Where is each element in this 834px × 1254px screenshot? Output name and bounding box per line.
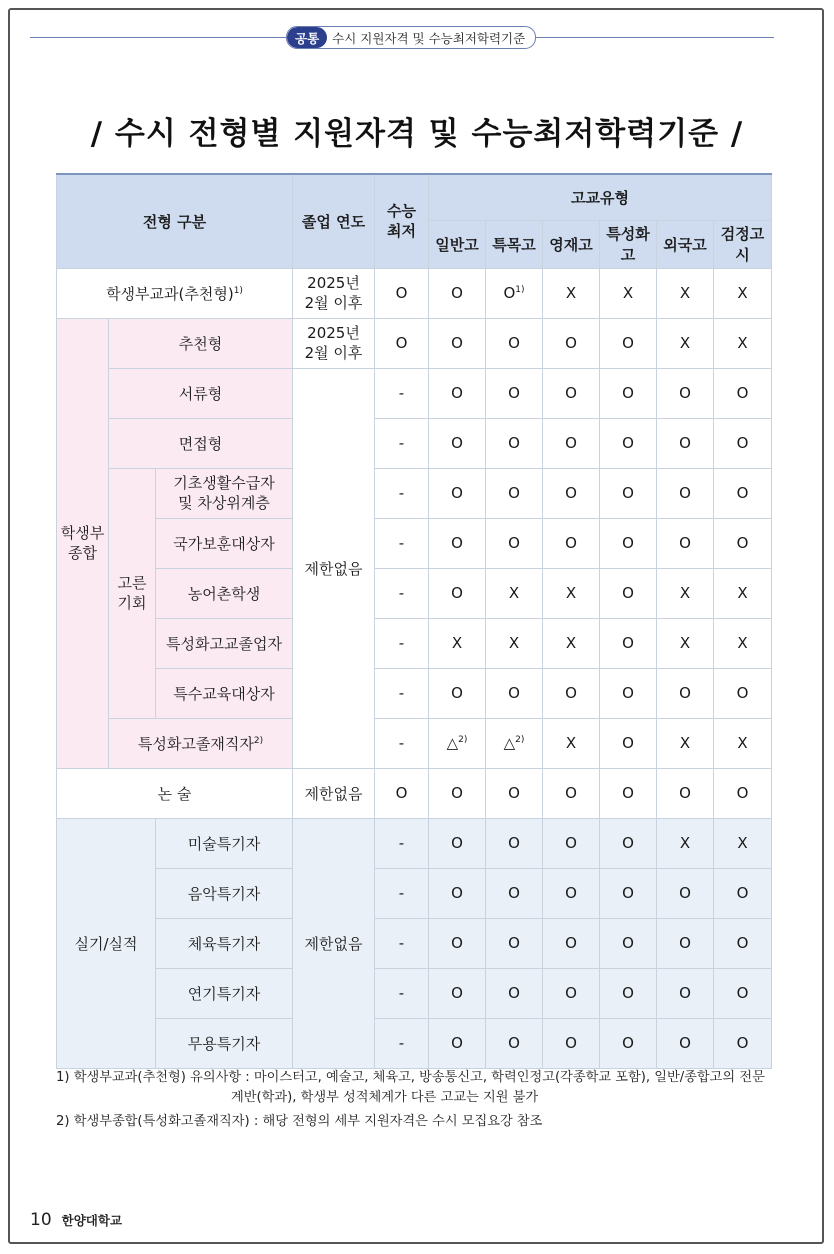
grad-year: 제한없음: [293, 368, 375, 768]
cell-value: O: [429, 268, 486, 318]
table-row: [57, 768, 772, 818]
cell-value: O: [600, 518, 657, 568]
eligibility-table: [56, 173, 772, 1069]
csat-value: -: [375, 668, 429, 718]
table-row: [57, 818, 772, 868]
csat-value: -: [375, 718, 429, 768]
cell-value: O: [486, 318, 543, 368]
row-label: 면접형: [109, 418, 293, 468]
cell-value: O: [429, 668, 486, 718]
cell-value: O: [486, 768, 543, 818]
cell-value: O: [600, 918, 657, 968]
cell-value: O: [543, 1018, 600, 1068]
cell-value: O: [600, 668, 657, 718]
csat-value: -: [375, 818, 429, 868]
cell-value: X: [657, 718, 714, 768]
header-school: 영재고: [543, 220, 600, 268]
cell-value: $O^{1)}$: [486, 268, 543, 318]
section-title: 수시 지원자격 및 수능최저학력기준: [332, 31, 526, 46]
cell-value: O: [486, 818, 543, 868]
cell-value: O: [429, 768, 486, 818]
header-csat: 수능 최저: [375, 174, 429, 268]
cell-value: X: [486, 568, 543, 618]
header-school-type: 고교유형: [429, 174, 772, 220]
footnote-1: 1) 학생부교과(추천형) 유의사항 : 마이스터고, 예술고, 체육고, 방송통신고, 학력인정고(각종학교 포함), 일반/종합고의 전문: [56, 1070, 765, 1085]
footnotes: [56, 1068, 776, 1132]
cell-value: O: [600, 368, 657, 418]
cell-value: O: [600, 768, 657, 818]
cell-value: O: [600, 418, 657, 468]
cell-value: O: [543, 418, 600, 468]
cell-value: X: [657, 818, 714, 868]
table-row: [57, 1018, 772, 1068]
group-label-silgi: 실기/실적: [57, 818, 156, 1068]
cell-value: O: [714, 418, 772, 468]
csat-value: O: [375, 768, 429, 818]
table-row: [57, 918, 772, 968]
cell-value: O: [429, 418, 486, 468]
row-label: 연기특기자: [156, 968, 293, 1018]
row-label: 특수교육대상자: [156, 668, 293, 718]
cell-value: X: [714, 618, 772, 668]
cell-value: X: [657, 268, 714, 318]
cell-value: X: [714, 718, 772, 768]
table-row: [57, 568, 772, 618]
section-header: [286, 26, 536, 49]
footnote-1-cont: 계반(학과), 학생부 성적체계가 다른 고교는 지원 불가: [231, 1090, 539, 1105]
row-label: 기초생활수급자 및 차상위계층: [156, 468, 293, 518]
cell-value: O: [600, 568, 657, 618]
cell-value: X: [714, 568, 772, 618]
university-name: 한양대학교: [61, 1213, 123, 1228]
cell-value: O: [486, 668, 543, 718]
cell-value: O: [657, 518, 714, 568]
header-school: 검정고시: [714, 220, 772, 268]
csat-value: -: [375, 618, 429, 668]
cell-value: O: [429, 818, 486, 868]
cell-value: O: [429, 368, 486, 418]
cell-value: O: [543, 668, 600, 718]
cell-value: O: [486, 418, 543, 468]
cell-value: O: [600, 868, 657, 918]
cell-value: O: [600, 718, 657, 768]
csat-value: -: [375, 368, 429, 418]
cell-value: O: [714, 918, 772, 968]
section-tag: 공통: [287, 27, 327, 48]
group-label-goreun: 고른 기회: [109, 468, 156, 718]
cell-value: O: [714, 368, 772, 418]
row-label: 추천형: [109, 318, 293, 368]
grad-year: 제한없음: [293, 768, 375, 818]
header-school: 외국고: [657, 220, 714, 268]
cell-value: O: [429, 468, 486, 518]
csat-value: O: [375, 318, 429, 368]
cell-value: O: [486, 518, 543, 568]
cell-value: O: [486, 368, 543, 418]
cell-value: O: [657, 468, 714, 518]
row-label: 음악특기자: [156, 868, 293, 918]
csat-value: -: [375, 568, 429, 618]
row-label: 특성화고졸재직자$^{2)}$: [109, 718, 293, 768]
cell-value: O: [600, 318, 657, 368]
cell-value: X: [714, 818, 772, 868]
page-title: / 수시 전형별 지원자격 및 수능최저학력기준 /: [90, 116, 744, 152]
csat-value: -: [375, 1018, 429, 1068]
table-row: [57, 618, 772, 668]
cell-value: X: [543, 268, 600, 318]
cell-value: O: [543, 468, 600, 518]
cell-value: X: [657, 618, 714, 668]
csat-value: -: [375, 968, 429, 1018]
csat-value: -: [375, 518, 429, 568]
cell-value: O: [600, 818, 657, 868]
table-row: [57, 518, 772, 568]
csat-value: -: [375, 468, 429, 518]
row-label: 체육특기자: [156, 918, 293, 968]
table-row: [57, 718, 772, 768]
cell-value: O: [429, 868, 486, 918]
row-label: 농어촌학생: [156, 568, 293, 618]
row-label: 학생부교과(추천형)$^{1)}$: [57, 268, 293, 318]
cell-value: O: [429, 568, 486, 618]
csat-value: -: [375, 418, 429, 468]
cell-value: O: [714, 768, 772, 818]
cell-value: O: [543, 518, 600, 568]
cell-value: O: [714, 468, 772, 518]
cell-value: X: [543, 568, 600, 618]
cell-value: X: [543, 618, 600, 668]
table-row: [57, 468, 772, 518]
footnote-2: 2) 학생부종합(특성화고졸재직자) : 해당 전형의 세부 지원자격은 수시 모집요강 참조: [56, 1114, 543, 1129]
cell-value: O: [543, 918, 600, 968]
cell-value: O: [429, 968, 486, 1018]
cell-value: O: [429, 318, 486, 368]
cell-value: O: [714, 968, 772, 1018]
cell-value: X: [657, 568, 714, 618]
cell-value: X: [600, 268, 657, 318]
cell-value: O: [714, 868, 772, 918]
header-type: 전형 구분: [57, 174, 293, 268]
row-label: 서류형: [109, 368, 293, 418]
cell-value: O: [657, 918, 714, 968]
row-label: 미술특기자: [156, 818, 293, 868]
cell-value: X: [543, 718, 600, 768]
table-row: [57, 368, 772, 418]
table-row: [57, 968, 772, 1018]
table-row: [57, 268, 772, 318]
cell-value: O: [543, 868, 600, 918]
cell-value: O: [714, 1018, 772, 1068]
cell-value: O: [429, 1018, 486, 1068]
cell-value: O: [714, 668, 772, 718]
row-label: 논 술: [57, 768, 293, 818]
csat-value: -: [375, 918, 429, 968]
cell-value: X: [714, 318, 772, 368]
cell-value: O: [543, 818, 600, 868]
cell-value: O: [657, 968, 714, 1018]
cell-value: X: [429, 618, 486, 668]
cell-value: O: [657, 418, 714, 468]
cell-value: O: [657, 1018, 714, 1068]
header-school: 특성화고: [600, 220, 657, 268]
page-number: 10: [30, 1210, 52, 1230]
cell-value: O: [600, 618, 657, 668]
cell-value: O: [429, 918, 486, 968]
page-footer: [30, 1210, 122, 1230]
cell-value: O: [486, 968, 543, 1018]
row-label: 특성화고교졸업자: [156, 618, 293, 668]
cell-value: O: [600, 968, 657, 1018]
cell-value: O: [543, 768, 600, 818]
cell-value: O: [600, 468, 657, 518]
grad-year: 2025년 2월 이후: [293, 318, 375, 368]
cell-value: △$^{2)}$: [486, 718, 543, 768]
table-row: [57, 668, 772, 718]
grad-year: 2025년 2월 이후: [293, 268, 375, 318]
cell-value: O: [486, 868, 543, 918]
header-school: 일반고: [429, 220, 486, 268]
group-label-jonghap: 학생부 종합: [57, 318, 109, 768]
cell-value: O: [543, 318, 600, 368]
cell-value: O: [486, 918, 543, 968]
cell-value: △$^{2)}$: [429, 718, 486, 768]
table-row: [57, 418, 772, 468]
cell-value: O: [543, 968, 600, 1018]
row-label: 국가보훈대상자: [156, 518, 293, 568]
cell-value: O: [657, 668, 714, 718]
cell-value: O: [657, 768, 714, 818]
cell-value: O: [543, 368, 600, 418]
cell-value: O: [600, 1018, 657, 1068]
header-school: 특목고: [486, 220, 543, 268]
cell-value: O: [657, 368, 714, 418]
table-row: [57, 868, 772, 918]
cell-value: O: [657, 868, 714, 918]
table-row: [57, 318, 772, 368]
cell-value: X: [657, 318, 714, 368]
cell-value: O: [486, 468, 543, 518]
csat-value: O: [375, 268, 429, 318]
cell-value: X: [714, 268, 772, 318]
grad-year: 제한없음: [293, 818, 375, 1068]
header-grad-year: 졸업 연도: [293, 174, 375, 268]
cell-value: O: [714, 518, 772, 568]
csat-value: -: [375, 868, 429, 918]
cell-value: O: [429, 518, 486, 568]
row-label: 무용특기자: [156, 1018, 293, 1068]
cell-value: X: [486, 618, 543, 668]
cell-value: O: [486, 1018, 543, 1068]
